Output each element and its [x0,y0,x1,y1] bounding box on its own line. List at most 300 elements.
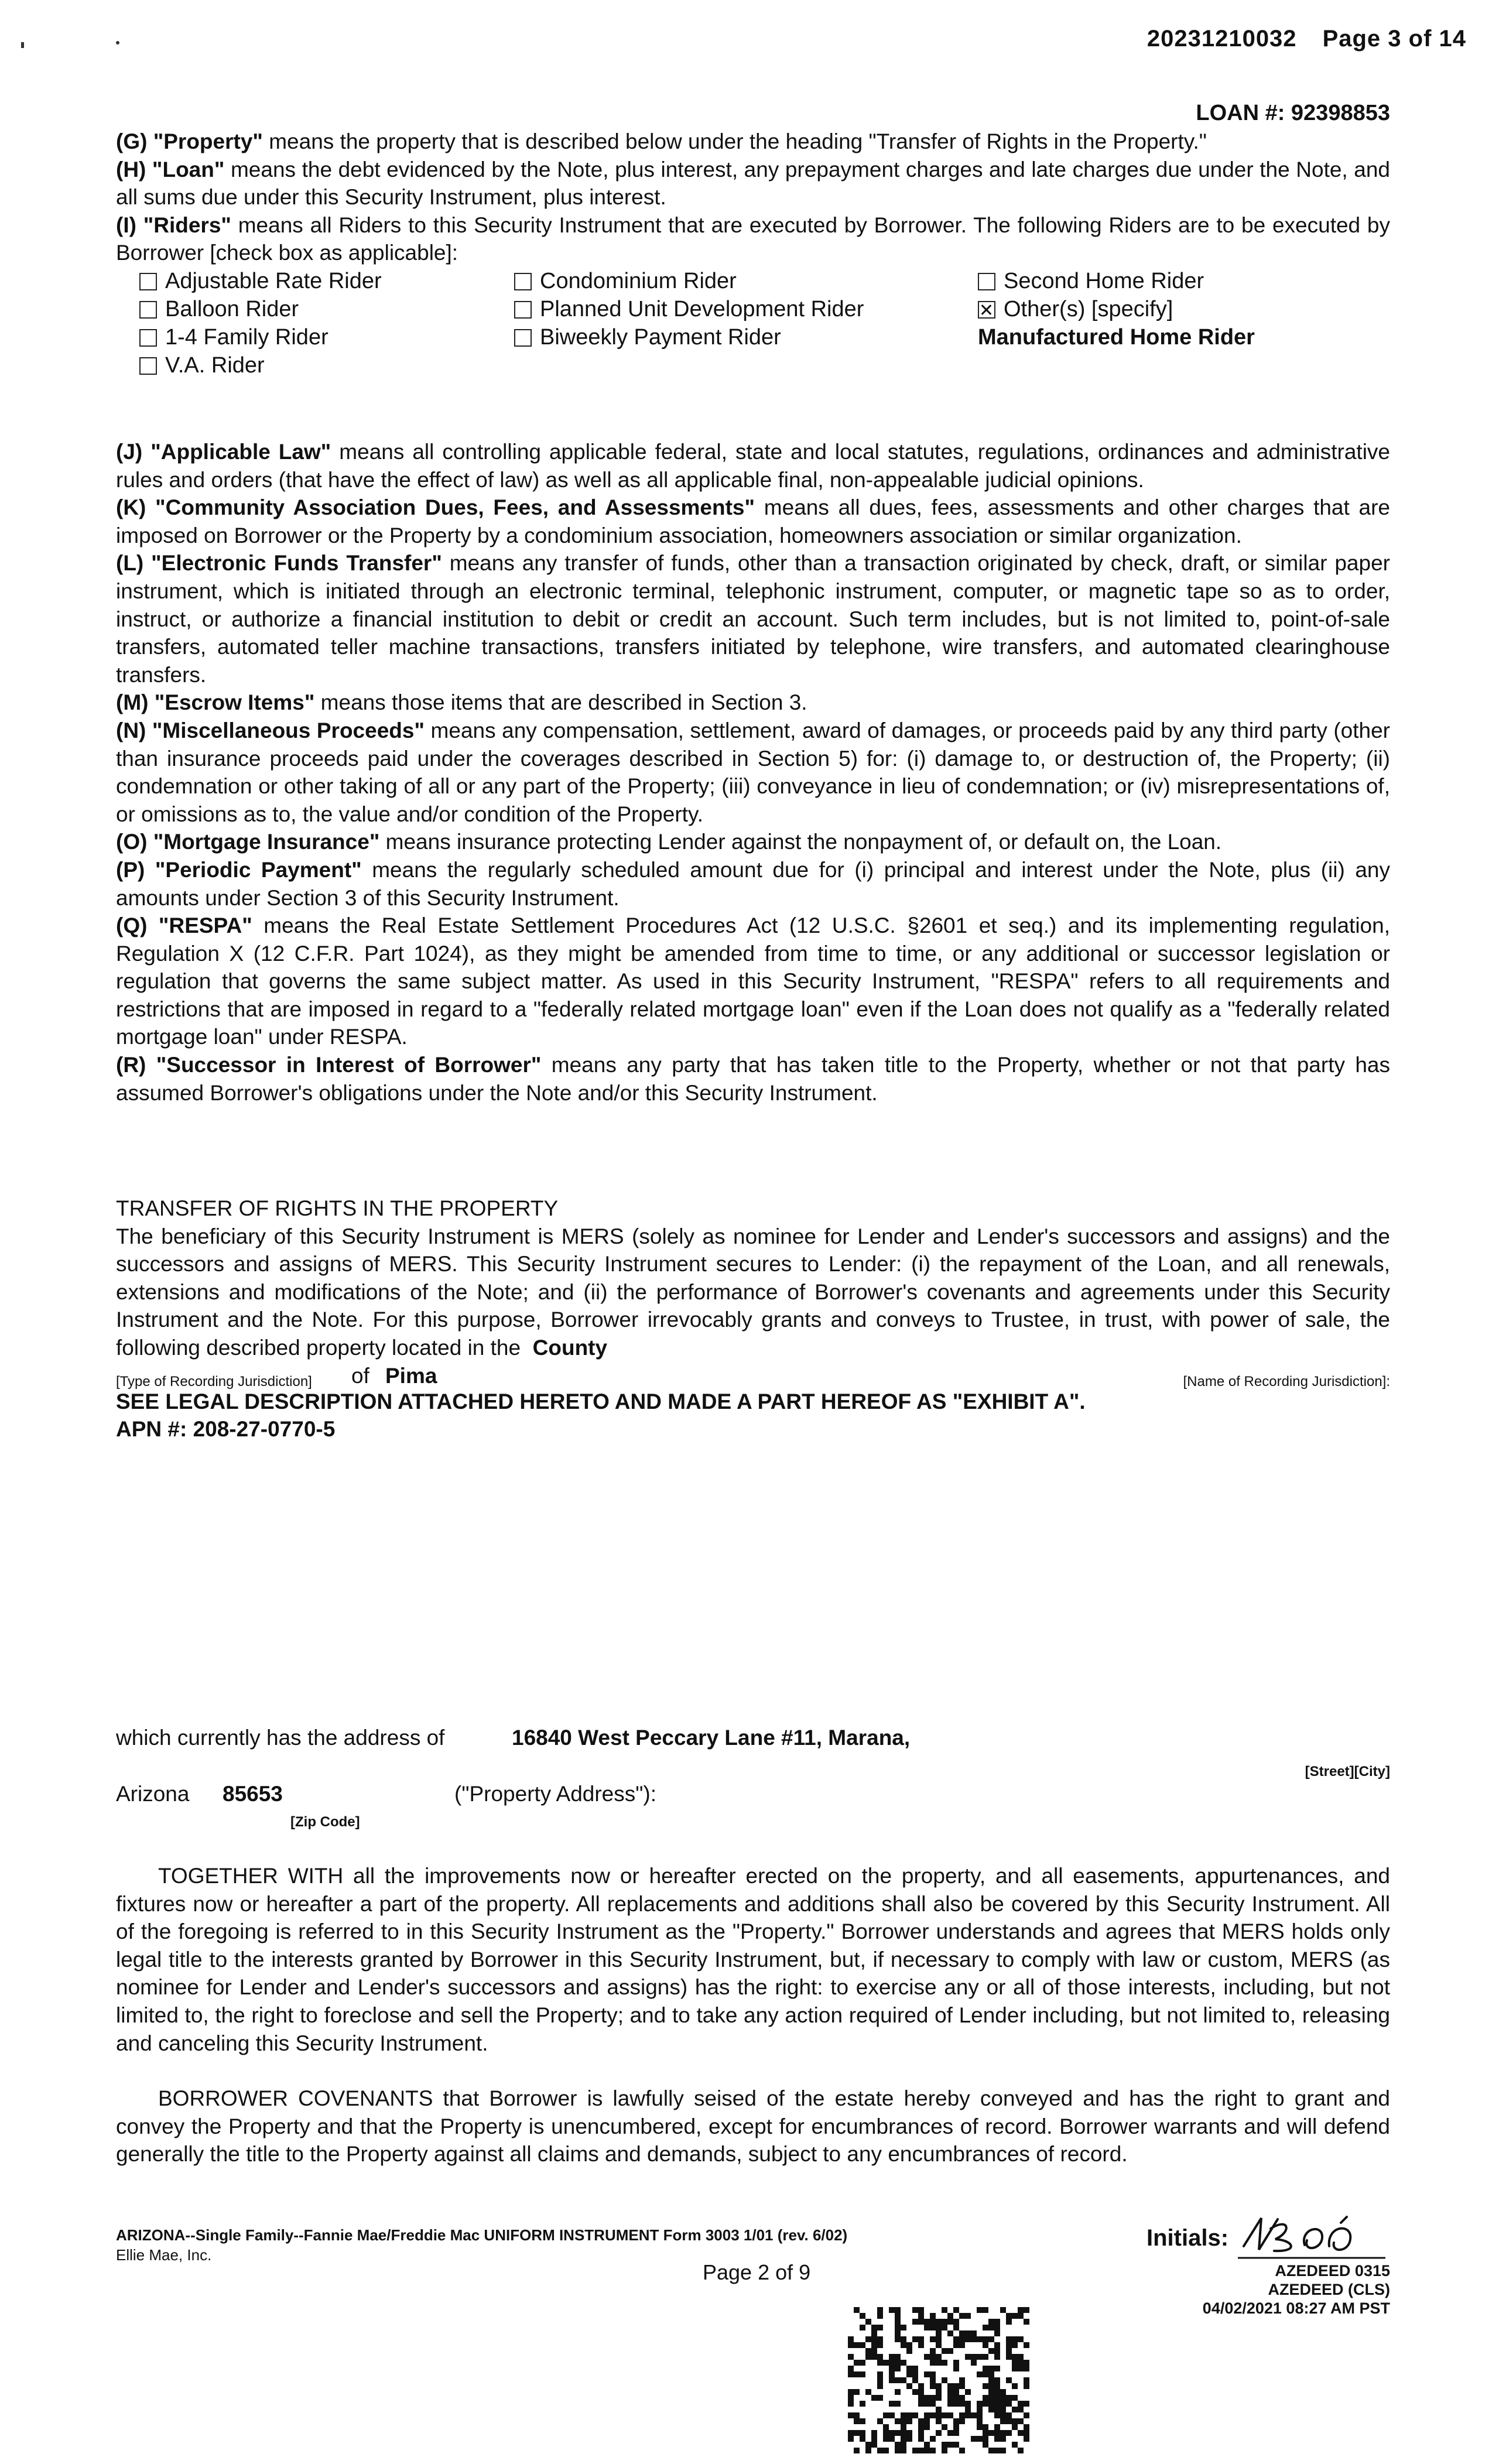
barcode-module [906,2430,912,2436]
barcode-module [1012,2383,1018,2389]
transfer-text: The beneficiary of this Security Instrument is MERS (solely as nominee for Lender and Lender's successors and assigns) and the successors and assigns of MERS. This Security Instrument secures to Lender: (i) the repayment of the Loan, and all renewals, extensions and modifications of the Note; and (ii) the performance of Borrower's covenants and agreements under this Security Instrument and the Note. For this purpose, Borrower irrevocably grants and conveys to Trustee, in trust, with power of sale, the following described property located in the County [116,1224,1390,1360]
barcode-module [848,2366,854,2371]
barcode-module [1024,2307,1029,2313]
barcode-module [889,2366,895,2371]
barcode-module [1018,2313,1024,2319]
barcode-module [860,2325,865,2330]
barcode-module [1006,2418,1012,2424]
barcode-module [971,2330,977,2336]
barcode-module [854,2360,860,2366]
barcode-module [906,2348,912,2354]
barcode-module [1006,2377,1012,2383]
barcode-module [959,2330,965,2336]
barcode-module [883,2448,889,2453]
barcode-module [877,2307,883,2313]
barcode-module [977,2424,983,2430]
barcode-module [936,2412,942,2418]
barcode-module [1006,2313,1012,2319]
barcode-module [895,2377,901,2383]
barcode-module [1018,2418,1024,2424]
barcode-module [860,2313,865,2319]
barcode-module [1024,2360,1029,2366]
barcode-module [983,2307,988,2313]
barcode-module [901,2424,906,2430]
barcode-module [883,2412,889,2418]
barcode-module [854,2412,860,2418]
barcode-module [901,2412,906,2418]
barcode-module [947,2395,953,2401]
barcode-module [959,2412,965,2418]
barcode-module [959,2401,965,2407]
barcode-module [1012,2395,1018,2401]
barcode-module [871,2325,877,2330]
barcode-module [895,2418,901,2424]
barcode-module [953,2307,959,2313]
barcode-module [971,2336,977,2342]
barcode-module [854,2448,860,2453]
type-of-jurisdiction-label: [Type of Recording Jurisdiction] [116,1373,312,1390]
barcode-module [901,2448,906,2453]
barcode-module [871,2395,877,2401]
barcode-module [953,2366,959,2371]
barcode-module [918,2313,924,2319]
barcode-module [994,2412,1000,2418]
barcode-module [1000,2307,1006,2313]
barcode-module [895,2336,901,2342]
barcode-module [924,2442,930,2448]
barcode-module [895,2354,901,2360]
vendor-name: Ellie Mae, Inc. [116,2246,212,2264]
barcode-module [877,2313,883,2319]
barcode-module [1024,2342,1029,2348]
rider-adjustable-rate[interactable]: Adjustable Rate Rider [139,267,382,295]
barcode-module [889,2307,895,2313]
barcode-module [1000,2395,1006,2401]
barcode-module [1012,2424,1018,2430]
barcode-module [889,2377,895,2383]
barcode-module [906,2383,912,2389]
barcode-module [947,2313,953,2319]
form-footer [116,2225,847,2265]
barcode-module [848,2336,854,2342]
rider-biweekly-payment[interactable]: Biweekly Payment Rider [514,323,781,351]
barcode-module [994,2366,1000,2371]
rider-others[interactable]: Other(s) [specify] [978,295,1173,323]
barcode-module [994,2407,1000,2412]
barcode-module [971,2354,977,2360]
checkbox[interactable] [139,357,157,375]
barcode-module [877,2418,883,2424]
definition-o: (O) "Mortgage Insurance" means insurance protecting Lender against the nonpayment of, or default on, the Loan. [116,830,1222,854]
barcode-module [1006,2342,1012,2348]
scan-mark [21,42,24,48]
checkbox[interactable] [139,273,157,290]
barcode-module [1024,2436,1029,2442]
barcode-module [930,2319,936,2325]
barcode-module [947,2383,953,2389]
barcode-module [901,2360,906,2366]
barcode-module [947,2330,953,2336]
barcode-module [930,2436,936,2442]
barcode-module [1012,2336,1018,2342]
rider-va[interactable]: V.A. Rider [139,351,265,379]
barcode-module [1000,2389,1006,2395]
barcode-module [994,2436,1000,2442]
barcode-module [1024,2424,1029,2430]
barcode-module [930,2354,936,2360]
barcode-module [1024,2412,1029,2418]
barcode-module [889,2371,895,2377]
barcode-module [895,2430,901,2436]
barcode-module [865,2389,871,2395]
barcode-module [924,2354,930,2360]
barcode-module [848,2430,854,2436]
barcode-module [918,2430,924,2436]
barcode-module [994,2430,1000,2436]
barcode-module [942,2442,947,2448]
initials-label: Initials: [1147,2225,1229,2251]
barcode-module [918,2424,924,2430]
barcode-module [877,2448,883,2453]
barcode-module [965,2401,971,2407]
barcode-module [877,2383,883,2389]
definition-g: (G) "Property" means the property that is described below under the heading "Transfer of Rights in the Property." [116,129,1207,153]
barcode-module [906,2342,912,2348]
rider-others-value: Manufactured Home Rider [978,325,1255,350]
barcode-module [848,2436,854,2442]
barcode-icon [848,2307,1029,2453]
barcode-module [1018,2401,1024,2407]
barcode-module [901,2430,906,2436]
barcode-module [994,2319,1000,2325]
barcode-module [901,2442,906,2448]
barcode-module [854,2342,860,2348]
barcode-module [1012,2354,1018,2360]
checked-checkbox[interactable] [978,301,995,319]
jurisdiction-name: Pima [385,1363,437,1388]
barcode-module [848,2371,854,2377]
barcode-module [912,2448,918,2453]
barcode-module [983,2325,988,2330]
barcode-module [942,2412,947,2418]
barcode-module [942,2448,947,2453]
barcode-module [942,2325,947,2330]
barcode-module [1012,2360,1018,2366]
barcode-module [971,2360,977,2366]
barcode-module [1006,2430,1012,2436]
definition-j: (J) "Applicable Law" means all controlling applicable federal, state and local statutes, regulations, ordinances and administrative rules and orders (that have the effect of law) as well as all applicable final, non-appealable judicial opinions. [116,440,1390,492]
barcode-module [912,2366,918,2371]
document-number: 20231210032 [1147,26,1297,52]
barcode-module [953,2342,959,2348]
barcode-module [947,2442,953,2448]
barcode-module [895,2366,901,2371]
barcode-module [906,2366,912,2371]
barcode-module [877,2395,883,2401]
checkbox[interactable] [514,329,532,347]
zip-code-label: [Zip Code] [290,1814,360,1830]
barcode-module [906,2436,912,2442]
barcode-module [994,2383,1000,2389]
page-header [1121,26,1466,52]
legal-description: SEE LEGAL DESCRIPTION ATTACHED HERETO AND MADE A PART HEREOF AS "EXHIBIT A". [116,1389,1086,1414]
barcode-module [865,2348,871,2354]
definition-m: (M) "Escrow Items" means those items that are described in Section 3. [116,690,807,715]
apn-number: APN #: 208-27-0770-5 [116,1417,336,1442]
barcode-module [1018,2354,1024,2360]
barcode-module [983,2424,988,2430]
barcode-module [930,2336,936,2342]
barcode-module [942,2424,947,2430]
barcode-module [924,2424,930,2430]
barcode-module [959,2336,965,2342]
definition-r: (R) "Successor in Interest of Borrower" means any party that has taken title to the Property, whether or not that party has assumed Borrower's obligations under the Note and/or this Security Instrument. [116,1053,1391,1105]
checkbox[interactable] [514,301,532,319]
barcode-module [988,2389,994,2395]
street-city-label: [Street][City] [1305,1764,1390,1779]
barcode-module [1006,2395,1012,2401]
barcode-module [1000,2412,1006,2418]
barcode-module [936,2383,942,2389]
barcode-module [947,2389,953,2395]
barcode-module [895,2307,901,2313]
barcode-module [865,2319,871,2325]
barcode-module [1006,2354,1012,2360]
definitions-g-i [116,128,1390,267]
barcode-module [977,2336,983,2342]
barcode-module [895,2319,901,2325]
barcode-module [924,2401,930,2407]
barcode-module [860,2360,865,2366]
rider-1-4-family[interactable]: 1-4 Family Rider [139,323,328,351]
barcode-module [1012,2418,1018,2424]
checkbox[interactable] [139,301,157,319]
barcode-module [994,2395,1000,2401]
checkbox[interactable] [514,273,532,290]
barcode-module [994,2377,1000,2383]
barcode-module [965,2354,971,2360]
barcode-module [877,2360,883,2366]
barcode-module [965,2330,971,2336]
barcode-module [930,2401,936,2407]
barcode-module [860,2436,865,2442]
zip-code: 85653 [223,1782,283,1806]
barcode-module [918,2395,924,2401]
barcode-module [988,2336,994,2342]
barcode-module [988,2366,994,2371]
barcode-module [936,2354,942,2360]
jurisdiction-type: County [532,1335,608,1360]
barcode-module [889,2360,895,2366]
barcode-module [1006,2348,1012,2354]
barcode-module [1024,2430,1029,2436]
barcode-module [924,2412,930,2418]
barcode-module [1012,2442,1018,2448]
barcode-module [936,2407,942,2412]
barcode-module [936,2389,942,2395]
barcode-module [942,2360,947,2366]
barcode-module [924,2448,930,2453]
rider-balloon[interactable]: Balloon Rider [139,295,299,323]
definition-n: (N) "Miscellaneous Proceeds" means any compensation, settlement, award of damages, or proceeds paid by any third party (other than insurance proceeds paid under the coverages described in Section 5) for: (i) damage to, or destruction of, the Property; (ii) condemnation or other taking of all or any part of the Property; (iii) conveyance in lieu of condemnation; or (iv) misrepresentations of, or omissions as to, the value and/or condition of the Property. [116,718,1390,826]
barcode-module [977,2401,983,2407]
barcode-module [854,2371,860,2377]
barcode-module [895,2401,901,2407]
barcode-module [865,2442,871,2448]
barcode-module [977,2436,983,2442]
barcode-module [906,2418,912,2424]
barcode-module [1000,2448,1006,2453]
barcode-module [1024,2319,1029,2325]
barcode-module [1006,2412,1012,2418]
barcode-module [1000,2418,1006,2424]
barcode-module [936,2418,942,2424]
barcode-module [977,2412,983,2418]
barcode-module [994,2401,1000,2407]
scan-mark [116,41,119,45]
barcode-module [959,2383,965,2389]
barcode-module [883,2436,889,2442]
barcode-module [895,2325,901,2330]
barcode-module [947,2430,953,2436]
barcode-module [930,2448,936,2453]
barcode-module [988,2401,994,2407]
borrower-covenants-paragraph: BORROWER COVENANTS that Borrower is lawfully seised of the estate hereby conveyed and has the right to grant and convey the Property and that the Property is unencumbered, except for encumbrances of record. Borrower warrants and will defend generally the title to the Property against all claims and demands, subject to any encumbrances of record. [116,2086,1390,2167]
barcode-module [877,2371,883,2377]
rider-condominium[interactable]: Condominium Rider [514,267,737,295]
barcode-module [906,2412,912,2418]
barcode-module [994,2348,1000,2354]
barcode-module [901,2436,906,2442]
barcode-module [936,2342,942,2348]
timestamp: 04/02/2021 08:27 AM PST [1202,2299,1390,2317]
barcode-module [848,2342,854,2348]
barcode-module [988,2430,994,2436]
barcode-module [959,2313,965,2319]
barcode-module [918,2418,924,2424]
barcode-module [971,2412,977,2418]
barcode-module [1000,2401,1006,2407]
barcode-module [953,2418,959,2424]
barcode-module [936,2330,942,2336]
barcode-module [848,2401,854,2407]
barcode-module [871,2342,877,2348]
barcode-module [959,2418,965,2424]
barcode-module [895,2442,901,2448]
barcode-module [895,2330,901,2336]
barcode-module [930,2360,936,2366]
barcode-module [994,2354,1000,2360]
barcode-module [1000,2430,1006,2436]
barcode-module [959,2395,965,2401]
barcode-module [1018,2360,1024,2366]
barcode-module [936,2319,942,2325]
barcode-module [918,2307,924,2313]
name-of-jurisdiction-label: [Name of Recording Jurisdiction]: [1183,1373,1390,1390]
rider-planned-unit-development[interactable]: Planned Unit Development Rider [514,295,864,323]
barcode-module [947,2412,953,2418]
inner-page-number: Page 2 of 9 [703,2260,811,2284]
barcode-module [865,2448,871,2453]
barcode-module [965,2412,971,2418]
barcode-module [883,2430,889,2436]
barcode-module [994,2342,1000,2348]
rider-second-home[interactable]: Second Home Rider [978,267,1204,295]
barcode-module [1012,2313,1018,2319]
barcode-module [854,2307,860,2313]
barcode-module [1018,2366,1024,2371]
barcode-module [977,2418,983,2424]
barcode-module [983,2401,988,2407]
barcode-module [1018,2430,1024,2436]
barcode-module [924,2418,930,2424]
barcode-module [924,2371,930,2377]
barcode-module [953,2325,959,2330]
barcode-module [901,2342,906,2348]
definition-q: (Q) "RESPA" means the Real Estate Settlement Procedures Act (12 U.S.C. §2601 et seq.) and its implementing regulation, Regulation X (12 C.F.R. Part 1024), as they might be amended from time to time, or any additional or successor legislation or regulation that governs the same subject matter. As used in this Security Instrument, "RESPA" refers to all requirements and restrictions that are imposed in regard to a "federally related mortgage loan" even if the Loan does not qualify as a "federally related mortgage loan" under RESPA. [116,913,1390,1049]
barcode-module [953,2383,959,2389]
barcode-module [930,2383,936,2389]
checkbox[interactable] [139,329,157,347]
barcode-module [901,2325,906,2330]
barcode-module [889,2430,895,2436]
barcode-module [1018,2336,1024,2342]
barcode-module [848,2395,854,2401]
definitions-j-r [116,438,1390,1107]
barcode-module [889,2412,895,2418]
barcode-module [977,2354,983,2360]
barcode-module [848,2412,854,2418]
barcode-module [988,2448,994,2453]
barcode-module [953,2319,959,2325]
barcode-module [988,2383,994,2389]
barcode-module [942,2348,947,2354]
barcode-module [947,2348,953,2354]
barcode-module [953,2442,959,2448]
barcode-module [883,2360,889,2366]
barcode-module [1018,2407,1024,2412]
barcode-module [860,2401,865,2407]
barcode-module [877,2336,883,2342]
barcode-module [889,2401,895,2407]
barcode-module [1024,2366,1029,2371]
barcode-module [1024,2377,1029,2383]
checkbox[interactable] [978,273,995,290]
barcode-module [942,2307,947,2313]
barcode-module [994,2424,1000,2430]
barcode-module [942,2319,947,2325]
barcode-module [953,2430,959,2436]
barcode-module [983,2436,988,2442]
barcode-module [854,2418,860,2424]
barcode-module [1012,2407,1018,2412]
barcode-module [959,2448,965,2453]
barcode-module [860,2342,865,2348]
barcode-module [959,2342,965,2348]
barcode-module [1012,2366,1018,2371]
barcode-module [930,2313,936,2319]
barcode-module [965,2336,971,2342]
barcode-module [983,2383,988,2389]
barcode-module [936,2360,942,2366]
barcode-module [983,2336,988,2342]
barcode-module [977,2371,983,2377]
barcode-module [988,2395,994,2401]
barcode-module [854,2389,860,2395]
barcode-module [983,2371,988,2377]
barcode-module [983,2366,988,2371]
barcode-module [860,2430,865,2436]
